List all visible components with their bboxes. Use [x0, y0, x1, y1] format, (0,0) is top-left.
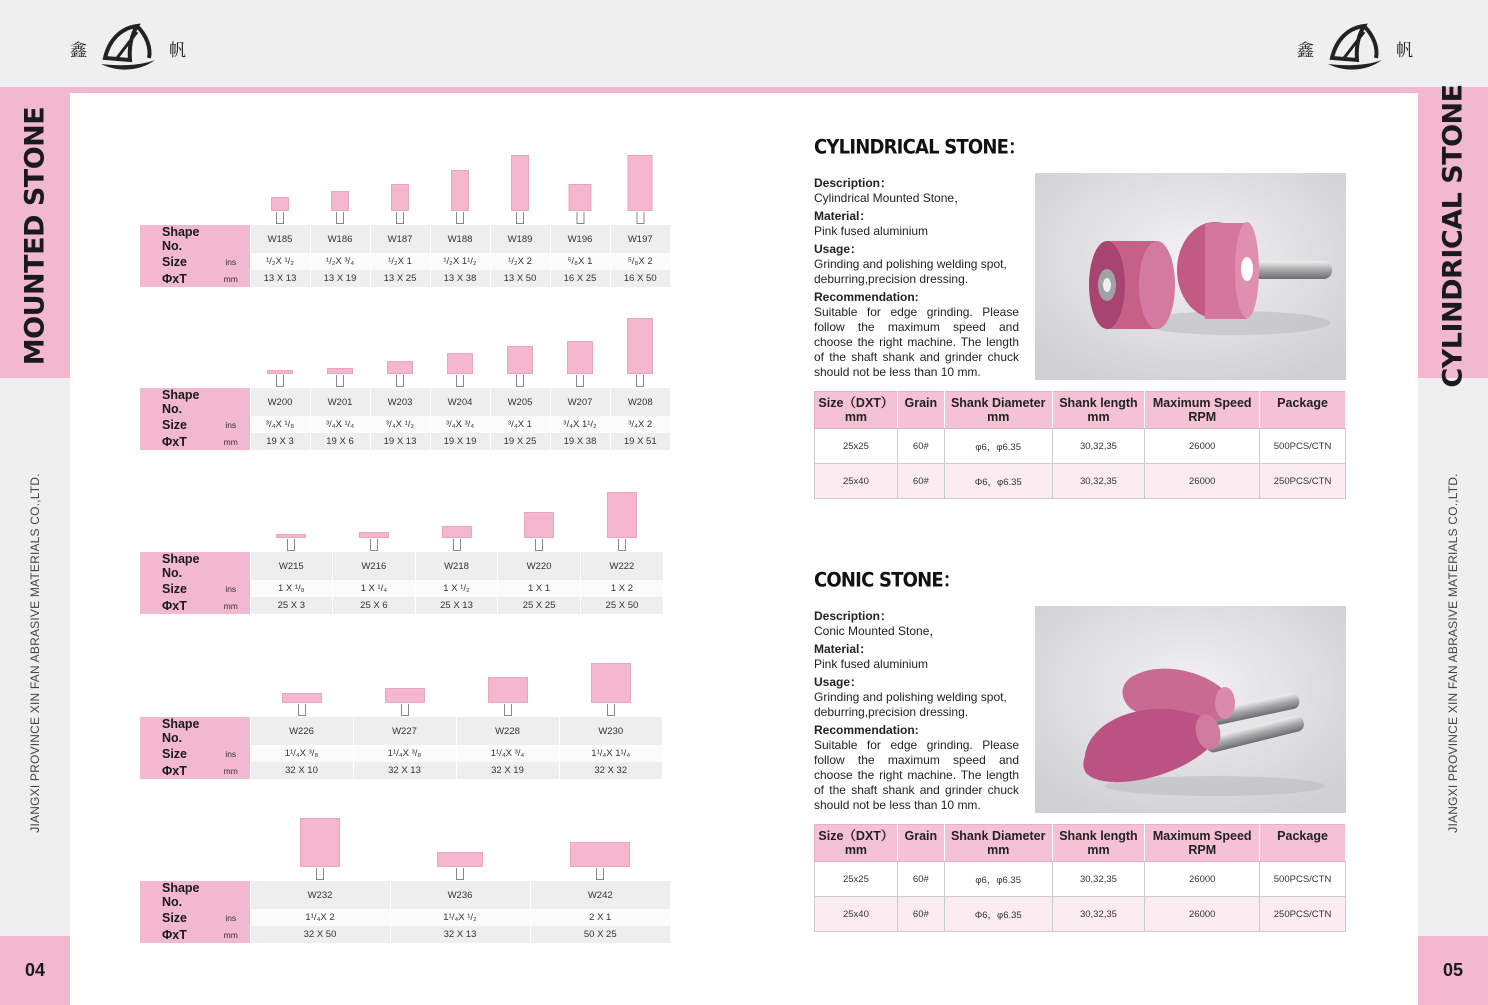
table-row	[815, 862, 1346, 897]
product-group	[140, 135, 670, 287]
col-header: Shank length mm	[1052, 392, 1145, 429]
stone-shape-icon	[282, 693, 322, 703]
table-cell: 30,32,35	[1052, 464, 1145, 499]
unit-label: ins	[212, 580, 250, 597]
table-row	[140, 416, 670, 433]
stone-shape-icon	[300, 818, 340, 867]
product-group	[140, 462, 663, 614]
stone-shape-icon	[276, 534, 306, 538]
spec-table	[140, 881, 670, 943]
desc-text: Conic Mounted Stone，	[814, 624, 942, 638]
brand-logo-right	[1297, 18, 1413, 78]
col-header: Size（DXT）mm	[815, 392, 898, 429]
conic-stone-photo	[1035, 606, 1346, 813]
left-side-panel	[0, 93, 70, 1005]
usage-text: Grinding and polishing welding spot, deburring,precision dressing.	[814, 690, 1007, 719]
table-cell: 1¹/₄X 1¹/₄	[559, 745, 662, 762]
table-cell: W216	[333, 552, 416, 580]
row-label: ΦxT	[140, 270, 212, 287]
table-cell: 13 X 38	[430, 270, 490, 287]
company-name: JIANGXI PROVINCE XIN FAN ABRASIVE MATERIALS CO.,LTD.	[28, 473, 42, 833]
table-cell: 13 X 19	[310, 270, 370, 287]
unit-label: mm	[212, 762, 250, 779]
table-cell: 25 X 6	[333, 597, 416, 614]
row-label: Size	[140, 580, 212, 597]
col-header: Size（DXT）mm	[815, 825, 898, 862]
col-header: Maximum Speed RPM	[1145, 392, 1260, 429]
row-label: Size	[140, 416, 212, 433]
rec-text: Suitable for edge grinding. Please follow the maximum speed and choose the right machine. The length of the shaft shank and grinder chuck should not be less than 10 mm.	[814, 305, 1019, 379]
table-cell: 25x25	[815, 429, 898, 464]
table-cell: W228	[456, 717, 559, 745]
stone-shapes	[140, 791, 670, 881]
table-cell: 30,32,35	[1052, 429, 1145, 464]
table-cell: W200	[250, 388, 310, 416]
brand-char: 鑫	[70, 40, 87, 61]
table-cell: W236	[390, 881, 530, 909]
table-cell: 26000	[1145, 429, 1260, 464]
table-cell: Φ6，φ6.35	[944, 897, 1052, 932]
table-cell: W189	[490, 225, 550, 253]
table-cell: 19 X 3	[250, 433, 310, 450]
unit-label: ins	[212, 745, 250, 762]
section-title: CYLINDRICAL STONE：	[814, 136, 1026, 160]
cylindrical-section	[814, 133, 1346, 488]
sail-logo-icon	[1326, 20, 1384, 76]
table-cell: 30,32,35	[1052, 897, 1145, 932]
table-cell: ⁵/₈X 1	[550, 253, 610, 270]
table-cell: ³/₄X ³/₄	[430, 416, 490, 433]
stone-shape-icon	[607, 492, 637, 538]
table-cell: ¹/₂X ¹/₂	[250, 253, 310, 270]
table-cell: 60#	[897, 464, 944, 499]
left-page	[70, 93, 744, 1005]
table-cell: 19 X 51	[610, 433, 670, 450]
table-cell: 500PCS/CTN	[1260, 862, 1346, 897]
table-cell: 1¹/₄X ³/₈	[250, 745, 353, 762]
usage-label: Usage：	[814, 675, 863, 689]
table-row	[140, 253, 670, 270]
stone-shape-icon	[591, 663, 631, 703]
stone-shapes	[140, 135, 670, 225]
table-cell: 1 X 2	[580, 580, 663, 597]
table-cell: W204	[430, 388, 490, 416]
table-cell: 25 X 13	[415, 597, 498, 614]
table-cell: 1 X ¹/₈	[250, 580, 333, 597]
table-cell: 1¹/₄X ¹/₂	[390, 909, 530, 926]
page-number-box	[1418, 936, 1488, 1005]
table-cell: 1 X 1	[498, 580, 581, 597]
row-label: Shape No.	[140, 717, 212, 745]
stone-shape-icon	[570, 842, 630, 867]
table-cell: ³/₄X ¹/₂	[370, 416, 430, 433]
stone-shape-icon	[385, 688, 425, 703]
stone-shape-icon	[569, 184, 592, 211]
table-cell: 30,32,35	[1052, 862, 1145, 897]
stone-shape-icon	[331, 191, 349, 211]
table-row	[140, 597, 663, 614]
page-number: 05	[1442, 960, 1464, 980]
table-cell: 1¹/₄X ³/₈	[353, 745, 456, 762]
table-cell: W218	[415, 552, 498, 580]
table-cell: 1 X ¹/₄	[333, 580, 416, 597]
table-cell: 16 X 25	[550, 270, 610, 287]
table-cell: 25x25	[815, 862, 898, 897]
unit-label	[212, 717, 250, 745]
stone-shape-icon	[627, 318, 653, 374]
table-cell: ³/₄X 1¹/₂	[550, 416, 610, 433]
row-label: ΦxT	[140, 597, 212, 614]
table-cell: W203	[370, 388, 430, 416]
table-row	[140, 580, 663, 597]
desc-label: Description：	[814, 176, 893, 190]
row-label: ΦxT	[140, 433, 212, 450]
stone-shape-icon	[391, 184, 409, 211]
usage-label: Usage：	[814, 242, 863, 256]
page-number: 04	[24, 960, 46, 980]
table-cell: 50 X 25	[530, 926, 670, 943]
stone-shape-icon	[447, 353, 473, 374]
table-row	[140, 270, 670, 287]
row-label: ΦxT	[140, 926, 212, 943]
table-cell: W205	[490, 388, 550, 416]
brand-char: 帆	[169, 40, 186, 61]
table-cell: 32 X 13	[353, 762, 456, 779]
unit-label	[212, 881, 250, 909]
company-name: JIANGXI PROVINCE XIN FAN ABRASIVE MATERIALS CO.,LTD.	[1446, 473, 1460, 833]
table-row	[815, 897, 1346, 932]
table-cell: W196	[550, 225, 610, 253]
row-label: Size	[140, 253, 212, 270]
table-cell: W186	[310, 225, 370, 253]
table-cell: W222	[580, 552, 663, 580]
material-label: Material：	[814, 642, 872, 656]
brand-char: 鑫	[1297, 40, 1314, 61]
table-cell: 2 X 1	[530, 909, 670, 926]
stone-shape-icon	[267, 370, 293, 374]
table-cell: 32 X 10	[250, 762, 353, 779]
stone-shape-icon	[524, 512, 554, 538]
row-label: Size	[140, 909, 212, 926]
table-cell: W226	[250, 717, 353, 745]
col-header: Package	[1260, 825, 1346, 862]
table-cell: 25x40	[815, 464, 898, 499]
table-cell: ¹/₂X 2	[490, 253, 550, 270]
table-row	[140, 762, 662, 779]
table-cell: W232	[250, 881, 390, 909]
unit-label: mm	[212, 597, 250, 614]
col-header: Maximum Speed RPM	[1145, 825, 1260, 862]
table-cell: 26000	[1145, 464, 1260, 499]
unit-label	[212, 225, 250, 253]
rec-label: Recommendation:	[814, 290, 919, 304]
stone-shapes	[140, 627, 662, 717]
col-header: Package	[1260, 392, 1346, 429]
row-label: Size	[140, 745, 212, 762]
cylindrical-stone-photo	[1035, 173, 1346, 380]
table-cell: W215	[250, 552, 333, 580]
sail-logo-icon	[99, 20, 157, 76]
table-cell: Φ6，φ6.35	[944, 464, 1052, 499]
unit-label: mm	[212, 926, 250, 943]
stone-shape-icon	[628, 155, 653, 211]
table-cell: 26000	[1145, 862, 1260, 897]
table-cell: 32 X 32	[559, 762, 662, 779]
stone-shape-icon	[451, 170, 469, 211]
page-header	[0, 0, 1488, 87]
product-group	[140, 298, 670, 450]
spec-table	[140, 388, 670, 450]
stone-shape-icon	[511, 155, 529, 211]
rec-label: Recommendation:	[814, 723, 919, 737]
unit-label: ins	[212, 909, 250, 926]
stone-shape-icon	[442, 526, 472, 538]
table-cell: ³/₄X ¹/₄	[310, 416, 370, 433]
product-group	[140, 791, 670, 943]
right-side-panel	[1418, 83, 1488, 1005]
table-cell: 250PCS/CTN	[1260, 464, 1346, 499]
table-cell: 25 X 3	[250, 597, 333, 614]
material-text: Pink fused aluminium	[814, 224, 929, 238]
table-cell: W197	[610, 225, 670, 253]
col-header: Shank Diameter mm	[944, 825, 1052, 862]
unit-label: ins	[212, 253, 250, 270]
table-cell: ³/₄X 2	[610, 416, 670, 433]
right-page	[744, 93, 1418, 1005]
stone-shape-icon	[437, 852, 483, 867]
spec-table	[140, 717, 662, 779]
row-label: Shape No.	[140, 225, 212, 253]
col-header: Shank Diameter mm	[944, 392, 1052, 429]
table-cell: ¹/₂X 1¹/₂	[430, 253, 490, 270]
table-cell: W185	[250, 225, 310, 253]
unit-label: ins	[212, 416, 250, 433]
table-cell: 13 X 13	[250, 270, 310, 287]
stone-shape-icon	[507, 346, 533, 374]
col-header: Grain	[897, 392, 944, 429]
table-cell: W227	[353, 717, 456, 745]
stone-shape-icon	[488, 677, 528, 703]
table-cell: 32 X 13	[390, 926, 530, 943]
desc-text: Cylindrical Mounted Stone，	[814, 191, 967, 205]
table-cell: W230	[559, 717, 662, 745]
table-cell: W188	[430, 225, 490, 253]
table-cell: W207	[550, 388, 610, 416]
side-title: MOUNTED STONE	[19, 106, 51, 365]
table-cell: 25x40	[815, 897, 898, 932]
spec-table	[140, 552, 663, 614]
material-text: Pink fused aluminium	[814, 657, 929, 671]
row-label: ΦxT	[140, 762, 212, 779]
table-row	[815, 464, 1346, 499]
side-title: CYLINDRICAL STONE	[1437, 83, 1469, 388]
side-title-box	[0, 93, 70, 378]
table-row	[140, 552, 663, 580]
table-cell: 16 X 50	[610, 270, 670, 287]
table-row	[815, 429, 1346, 464]
table-row	[140, 225, 670, 253]
table-cell: 19 X 6	[310, 433, 370, 450]
stone-shape-icon	[327, 368, 353, 374]
stone-shape-icon	[271, 197, 289, 211]
usage-text: Grinding and polishing welding spot, deburring,precision dressing.	[814, 257, 1007, 286]
description-block	[814, 606, 1019, 813]
rec-text: Suitable for edge grinding. Please follow the maximum speed and choose the right machine. The length of the shaft shank and grinder chuck should not be less than 10 mm.	[814, 738, 1019, 812]
table-cell: W201	[310, 388, 370, 416]
row-label: Shape No.	[140, 552, 212, 580]
table-row	[140, 433, 670, 450]
unit-label	[212, 388, 250, 416]
table-cell: 13 X 50	[490, 270, 550, 287]
table-cell: 26000	[1145, 897, 1260, 932]
cylindrical-spec-table	[814, 391, 1346, 499]
table-cell: 25 X 25	[498, 597, 581, 614]
table-cell: 25 X 50	[580, 597, 663, 614]
table-cell: φ6，φ6.35	[944, 862, 1052, 897]
table-row	[140, 745, 662, 762]
table-cell: 250PCS/CTN	[1260, 897, 1346, 932]
description-block	[814, 173, 1019, 380]
table-cell: ¹/₂X ³/₄	[310, 253, 370, 270]
table-cell: 19 X 25	[490, 433, 550, 450]
table-cell: 19 X 13	[370, 433, 430, 450]
table-cell: ⁵/₈X 2	[610, 253, 670, 270]
table-row	[140, 909, 670, 926]
col-header: Grain	[897, 825, 944, 862]
table-cell: W220	[498, 552, 581, 580]
product-group	[140, 627, 662, 779]
table-row	[140, 926, 670, 943]
brand-char: 帆	[1396, 40, 1413, 61]
table-cell: W242	[530, 881, 670, 909]
table-cell: W208	[610, 388, 670, 416]
conic-section	[814, 566, 1346, 921]
table-cell: 60#	[897, 429, 944, 464]
table-cell: 1 X ¹/₂	[415, 580, 498, 597]
table-cell: ³/₄X 1	[490, 416, 550, 433]
table-cell: 19 X 19	[430, 433, 490, 450]
brand-logo-left	[70, 18, 186, 78]
table-row	[140, 881, 670, 909]
table-cell: 60#	[897, 862, 944, 897]
table-cell: 60#	[897, 897, 944, 932]
table-row	[140, 388, 670, 416]
table-cell: 1¹/₄X ³/₄	[456, 745, 559, 762]
stone-shape-icon	[359, 532, 389, 538]
unit-label: mm	[212, 433, 250, 450]
spec-table	[140, 225, 670, 287]
table-cell: 32 X 50	[250, 926, 390, 943]
table-cell: W187	[370, 225, 430, 253]
table-cell: 32 X 19	[456, 762, 559, 779]
stone-shapes	[140, 298, 670, 388]
row-label: Shape No.	[140, 881, 212, 909]
unit-label: mm	[212, 270, 250, 287]
table-cell: 13 X 25	[370, 270, 430, 287]
table-cell: 500PCS/CTN	[1260, 429, 1346, 464]
table-cell: 1¹/₄X 2	[250, 909, 390, 926]
material-label: Material：	[814, 209, 872, 223]
table-cell: 19 X 38	[550, 433, 610, 450]
unit-label	[212, 552, 250, 580]
row-label: Shape No.	[140, 388, 212, 416]
section-title: CONIC STONE：	[814, 569, 961, 593]
table-cell: φ6，φ6.35	[944, 429, 1052, 464]
stone-shape-icon	[567, 341, 593, 374]
stone-shapes	[140, 462, 663, 552]
side-title-box	[1418, 83, 1488, 388]
conic-spec-table	[814, 824, 1346, 932]
table-cell: ³/₄X ¹/₈	[250, 416, 310, 433]
table-row	[140, 717, 662, 745]
table-cell: ¹/₂X 1	[370, 253, 430, 270]
col-header: Shank length mm	[1052, 825, 1145, 862]
stone-shape-icon	[387, 361, 413, 374]
page-number-box	[0, 936, 70, 1005]
desc-label: Description：	[814, 609, 893, 623]
